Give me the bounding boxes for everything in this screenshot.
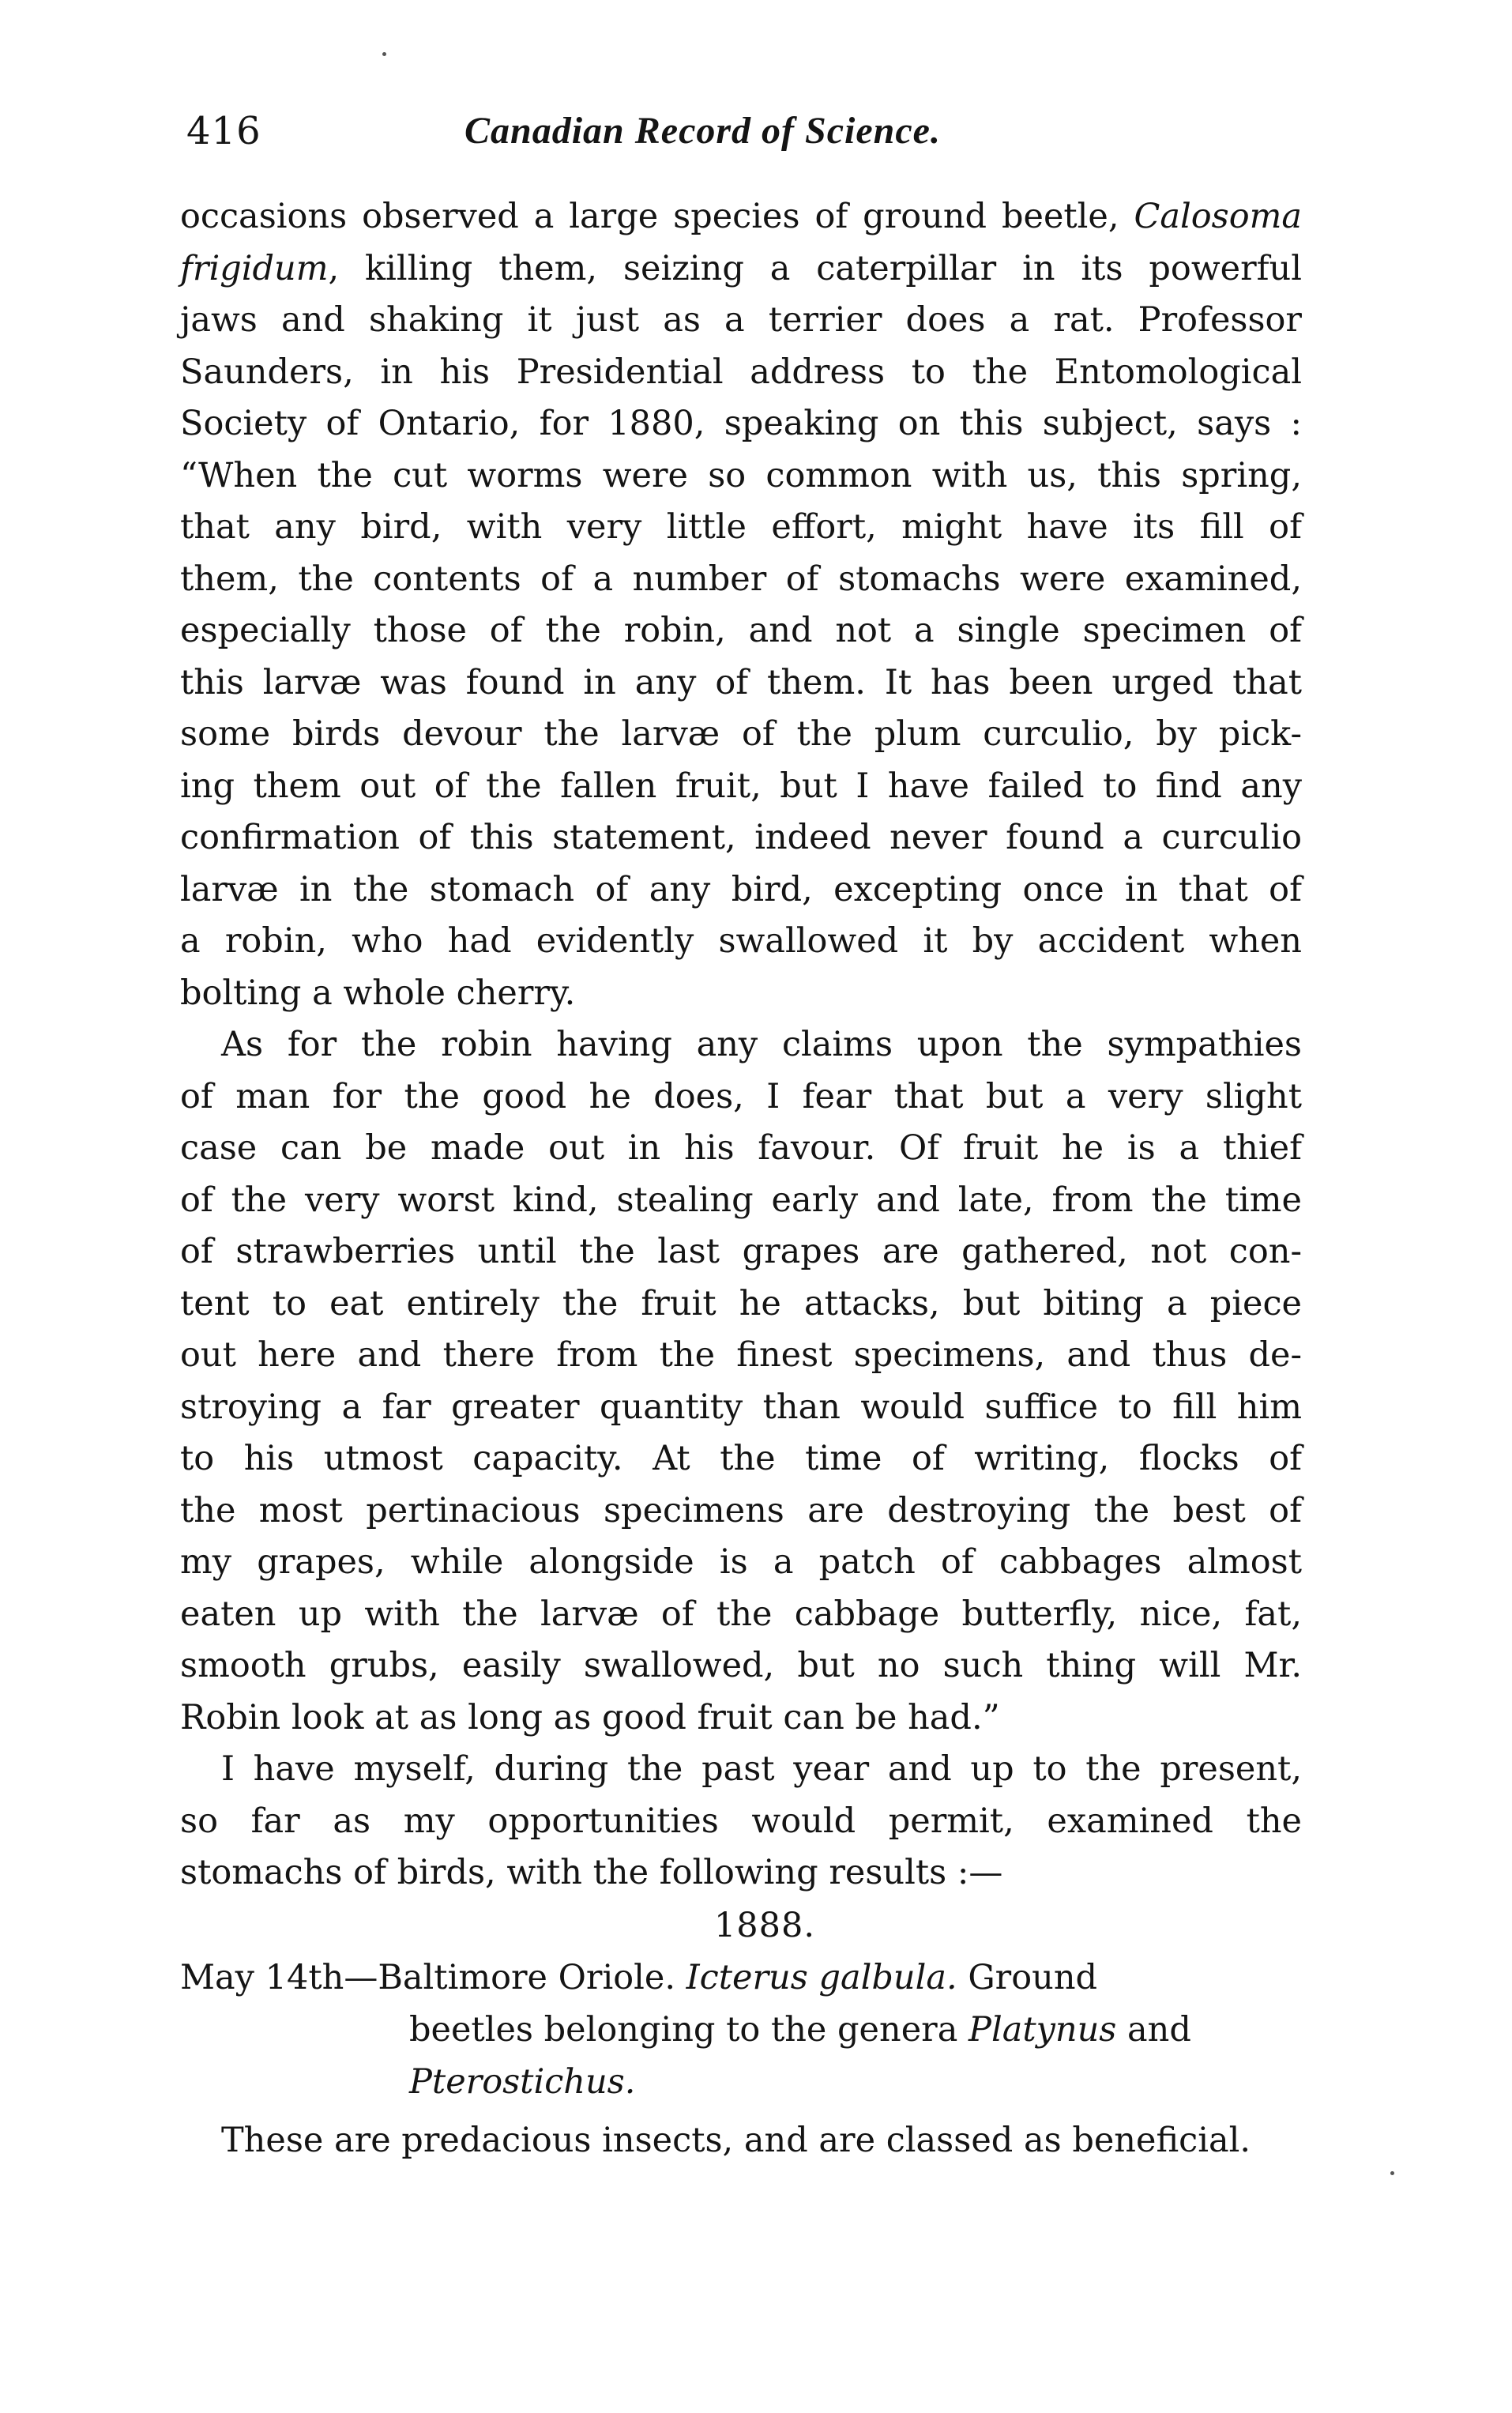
entry-line — [180, 2056, 1302, 2108]
entry-line — [180, 2004, 1302, 2056]
page-number: 416 — [186, 109, 261, 153]
text-line: Robin look at as long as good fruit can be had.” — [180, 1697, 1000, 1737]
entry-text: Ground — [968, 1957, 1098, 1997]
text-line: Saunders, in his Presidential address to the Entomological — [180, 352, 1302, 392]
entry-line — [180, 1952, 1302, 2004]
text-line: this larvæ was found in any of them. It has been urged that — [180, 662, 1302, 702]
paragraph-3 — [180, 1744, 1302, 1899]
entry-date: May 14th—Baltimore Oriole. — [180, 1957, 675, 1997]
text-line: of man for the good he does, I fear that but a very slight — [180, 1076, 1302, 1116]
text-line: “When the cut worms were so common with us, this spring, — [180, 455, 1302, 495]
genus-name: Pterostichus. — [409, 2061, 636, 2102]
text-line: out here and there from the finest specimens, and thus de- — [180, 1335, 1302, 1375]
text-line: a robin, who had evidently swallowed it by accident when — [180, 921, 1302, 961]
running-header — [180, 95, 1302, 166]
genus-name: Platynus — [969, 2009, 1117, 2050]
text-line: smooth grubs, easily swallowed, but no such thing will Mr. — [180, 1646, 1302, 1685]
text-line: to his utmost capacity. At the time of writing, flocks of — [180, 1439, 1302, 1478]
text-line: especially those of the robin, and not a single specimen of — [180, 611, 1302, 650]
text-line: Society of Ontario, for 1880, speaking on this subject, says : — [180, 404, 1302, 443]
entry-text: and — [1127, 2009, 1191, 2050]
text-line: bolting a whole cherry. — [180, 973, 576, 1013]
text-line: occasions observed a large species of ground beetle, Calosoma — [180, 197, 1302, 236]
text-line: of strawberries until the last grapes are gathered, not con- — [180, 1232, 1302, 1271]
body-text — [180, 191, 1302, 2166]
text-line: so far as my opportunities would permit, examined the — [180, 1801, 1302, 1841]
text-line: my grapes, while alongside is a patch of cabbages almost — [180, 1542, 1302, 1582]
species-name: Calosoma — [1134, 197, 1302, 236]
text-line: that any bird, with very little effort, might have its fill of — [180, 507, 1302, 547]
text-line: larvæ in the stomach of any bird, excepting once in that of — [180, 869, 1302, 909]
text-line: stroying a far greater quantity than would suffice to fill him — [180, 1387, 1302, 1427]
paragraph-1 — [180, 191, 1302, 1019]
text-line: some birds devour the larvæ of the plum curculio, by pick- — [180, 714, 1302, 754]
text-line: As for the robin having any claims upon the sympathies — [221, 1025, 1302, 1064]
entry-text: beetles belonging to the genera — [409, 2009, 958, 2050]
text-line: confirmation of this statement, indeed never found a curculio — [180, 818, 1302, 857]
closing-line: These are predacious insects, and are classed as beneficial. — [221, 2120, 1251, 2160]
text-line: frigidum, killing them, seizing a caterpillar in its powerful — [180, 248, 1302, 288]
text-line: stomachs of birds, with the following results :— — [180, 1853, 1003, 1892]
print-speck — [382, 52, 386, 56]
text-line: eaten up with the larvæ of the cabbage butterfly, nice, fat, — [180, 1594, 1302, 1634]
text-line: jaws and shaking it just as a terrier does a rat. Professor — [180, 300, 1302, 340]
species-name: frigidum — [180, 248, 329, 288]
text-line: them, the contents of a number of stomachs were examined, — [180, 559, 1302, 599]
text-line: ing them out of the fallen fruit, but I have failed to find any — [180, 766, 1302, 806]
running-title: Canadian Record of Science. — [465, 110, 941, 152]
paragraph-2 — [180, 1019, 1302, 1744]
text-line: I have myself, during the past year and up to the present, — [221, 1749, 1302, 1789]
text-line: case can be made out in his favour. Of fruit he is a thief — [180, 1128, 1302, 1168]
text-line: the most pertinacious specimens are destroying the best of — [180, 1490, 1302, 1530]
text-line: tent to eat entirely the fruit he attacks, but biting a piece — [180, 1283, 1302, 1323]
print-speck — [1390, 2171, 1394, 2175]
text-line: of the very worst kind, stealing early and late, from the time — [180, 1180, 1302, 1220]
species-name: Icterus galbula. — [686, 1957, 957, 1997]
year-heading: 1888. — [713, 1905, 816, 1945]
